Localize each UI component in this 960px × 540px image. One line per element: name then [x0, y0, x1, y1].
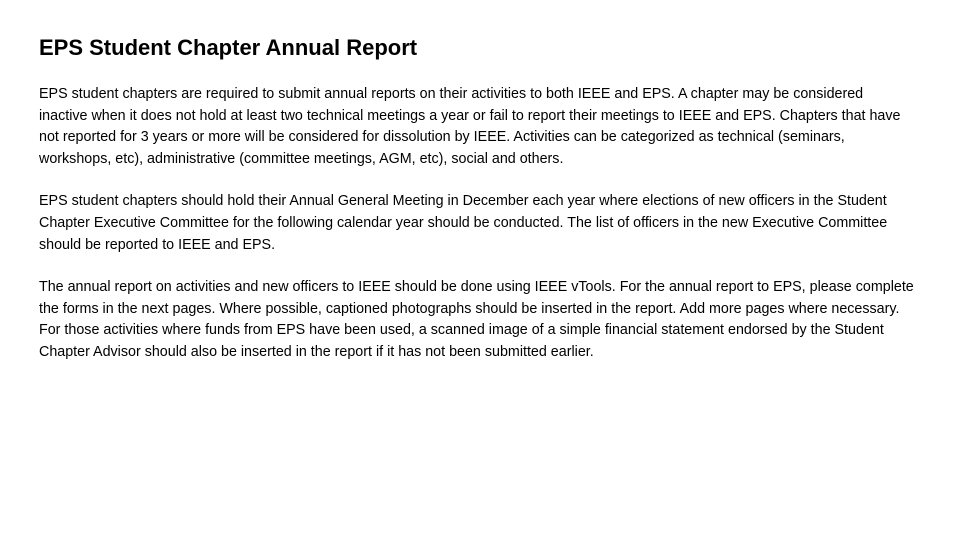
- slide-content: [39, 34, 919, 385]
- paragraph-annual-report-requirement: EPS student chapters are required to submit annual reports on their activities to both IEEE and EPS. A chapter may be considered inactive when it does not hold at least two technical meetings a year or fail to report their meetings to IEEE and EPS. Chapters that have not reported for 3 years or more will be considered for dissolution by IEEE. Activities can be categorized as technical (seminars, workshops, etc), administrative (committee meetings, AGM, etc), social and others.: [39, 86, 901, 167]
- paragraph-reporting-instructions: The annual report on activities and new officers to IEEE should be done using IEEE vTools. For the annual report to EPS, please complete the forms in the next pages. Where possible, captioned photographs should be inserted in the report. Add more pages where necessary. For those activities where funds from EPS have been used, a scanned image of a simple financial statement endorsed by the Student Chapter Advisor should also be inserted in the report if it has not been submitted earlier.: [39, 279, 914, 360]
- paragraph-annual-general-meeting: EPS student chapters should hold their Annual General Meeting in December each year where elections of new officers in the Student Chapter Executive Committee for the following calendar year should be conducted. The list of officers in the new Executive Committee should be reported to IEEE and EPS.: [39, 193, 888, 253]
- page-title: EPS Student Chapter Annual Report: [39, 35, 418, 60]
